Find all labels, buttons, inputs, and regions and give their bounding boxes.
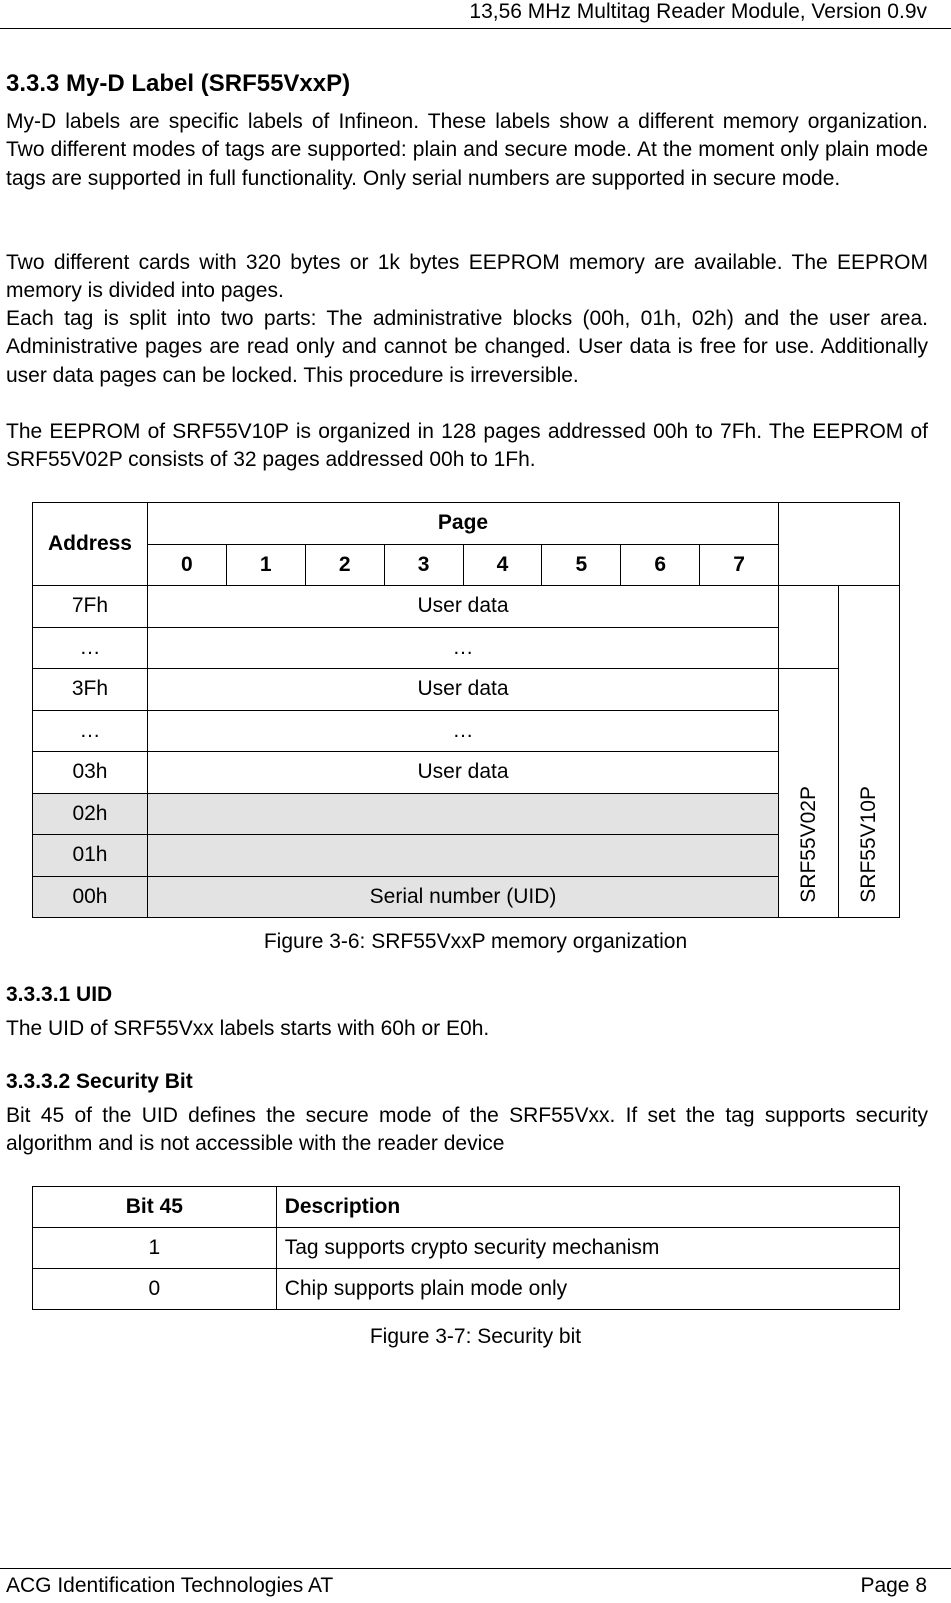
address-cell: 7Fh — [33, 586, 148, 628]
admin-table-row — [33, 793, 900, 835]
figure-caption: Figure 3-7: Security bit — [369, 1325, 582, 1348]
security-bit-table — [32, 1186, 900, 1310]
address-cell: 02h — [33, 793, 148, 835]
table-header-row — [33, 503, 900, 545]
address-cell: … — [33, 627, 148, 669]
address-cell: 00h — [33, 876, 148, 918]
empty-model-cell — [779, 586, 839, 669]
admin-table-row — [33, 876, 900, 918]
bit-cell: 1 — [33, 1228, 277, 1269]
content-cell: User data — [147, 752, 778, 794]
page-column-header: 2 — [305, 544, 384, 586]
admin-table-row — [33, 835, 900, 877]
page-number-row — [33, 544, 900, 586]
bit-header: Bit 45 — [33, 1187, 277, 1228]
content-cell: User data — [147, 669, 778, 711]
page-column-header: 7 — [700, 544, 779, 586]
figure-caption: Figure 3-6: SRF55VxxP memory organization — [263, 930, 688, 953]
content-cell: User data — [147, 586, 778, 628]
content-cell: Serial number (UID) — [147, 876, 778, 918]
table-row — [33, 710, 900, 752]
address-cell: 01h — [33, 835, 148, 877]
content-cell: … — [147, 710, 778, 752]
table-header-row — [33, 1187, 900, 1228]
memory-organization-table — [32, 502, 900, 918]
description-cell: Chip supports plain mode only — [276, 1269, 899, 1310]
table-row — [33, 752, 900, 794]
page-footer — [0, 1568, 951, 1603]
model-a-cell — [779, 669, 839, 918]
page-column-header: 4 — [463, 544, 542, 586]
table-row — [33, 627, 900, 669]
security-paragraph: Bit 45 of the UID defines the secure mode of the SRF55Vxx. If set the tag supports security algorithm and is not accessible with the reader device — [6, 1104, 928, 1156]
eeprom-paragraph: The EEPROM of SRF55V10P is organized in 128 pages addressed 00h to 7Fh. The EEPROM of SRF55V02P consists of 32 pages addressed 00h to 1Fh. — [6, 420, 928, 472]
section-heading: 3.3.3 My-D Label (SRF55VxxP) — [6, 70, 351, 97]
description-cell: Tag supports crypto security mechanism — [276, 1228, 899, 1269]
document-title: 13,56 MHz Multitag Reader Module, Version 0.9v — [469, 0, 927, 23]
page-column-header: 5 — [542, 544, 621, 586]
model-a-label: SRF55V02P — [796, 786, 820, 903]
content-cell: … — [147, 627, 778, 669]
footer-company: ACG Identification Technologies AT — [6, 1574, 334, 1597]
page-column-header: 6 — [621, 544, 700, 586]
model-b-label: SRF55V10P — [857, 786, 880, 903]
address-cell: … — [33, 710, 148, 752]
security-heading: 3.3.3.2 Security Bit — [6, 1070, 193, 1093]
description-header: Description — [276, 1187, 899, 1228]
address-header: Address — [33, 503, 148, 586]
table-row — [33, 1269, 900, 1310]
empty-header-cell — [779, 503, 900, 586]
page-column-header: 1 — [226, 544, 305, 586]
uid-heading: 3.3.3.1 UID — [6, 983, 113, 1006]
table-row — [33, 586, 900, 628]
bit-cell: 0 — [33, 1269, 277, 1310]
page-number: Page 8 — [860, 1574, 927, 1597]
table-row — [33, 669, 900, 711]
page-header — [0, 0, 951, 29]
structure-paragraph: Each tag is split into two parts: The administrative blocks (00h, 01h, 02h) and the user area. Administrative pages are read only and cannot be changed. User data is free for use. Additionally user data pages can be locked. This procedure is irreversible. — [6, 307, 928, 387]
intro-paragraph: My-D labels are specific labels of Infineon. These labels show a different memory organization. Two different modes of tags are supported: plain and secure mode. At the moment only plain mode tags are supported in full functionality. Only serial numbers are supported in secure mode. — [6, 110, 928, 190]
content-cell — [147, 835, 778, 877]
uid-paragraph: The UID of SRF55Vxx labels starts with 60h or E0h. — [6, 1017, 490, 1040]
page-header: Page — [147, 503, 778, 545]
address-cell: 03h — [33, 752, 148, 794]
page-column-header: 0 — [147, 544, 226, 586]
content-cell — [147, 793, 778, 835]
table-row — [33, 1228, 900, 1269]
memory-paragraph: Two different cards with 320 bytes or 1k bytes EEPROM memory are available. The EEPROM memory is divided into pages. — [6, 251, 928, 303]
address-cell: 3Fh — [33, 669, 148, 711]
model-b-cell — [839, 586, 900, 918]
page-column-header: 3 — [384, 544, 463, 586]
